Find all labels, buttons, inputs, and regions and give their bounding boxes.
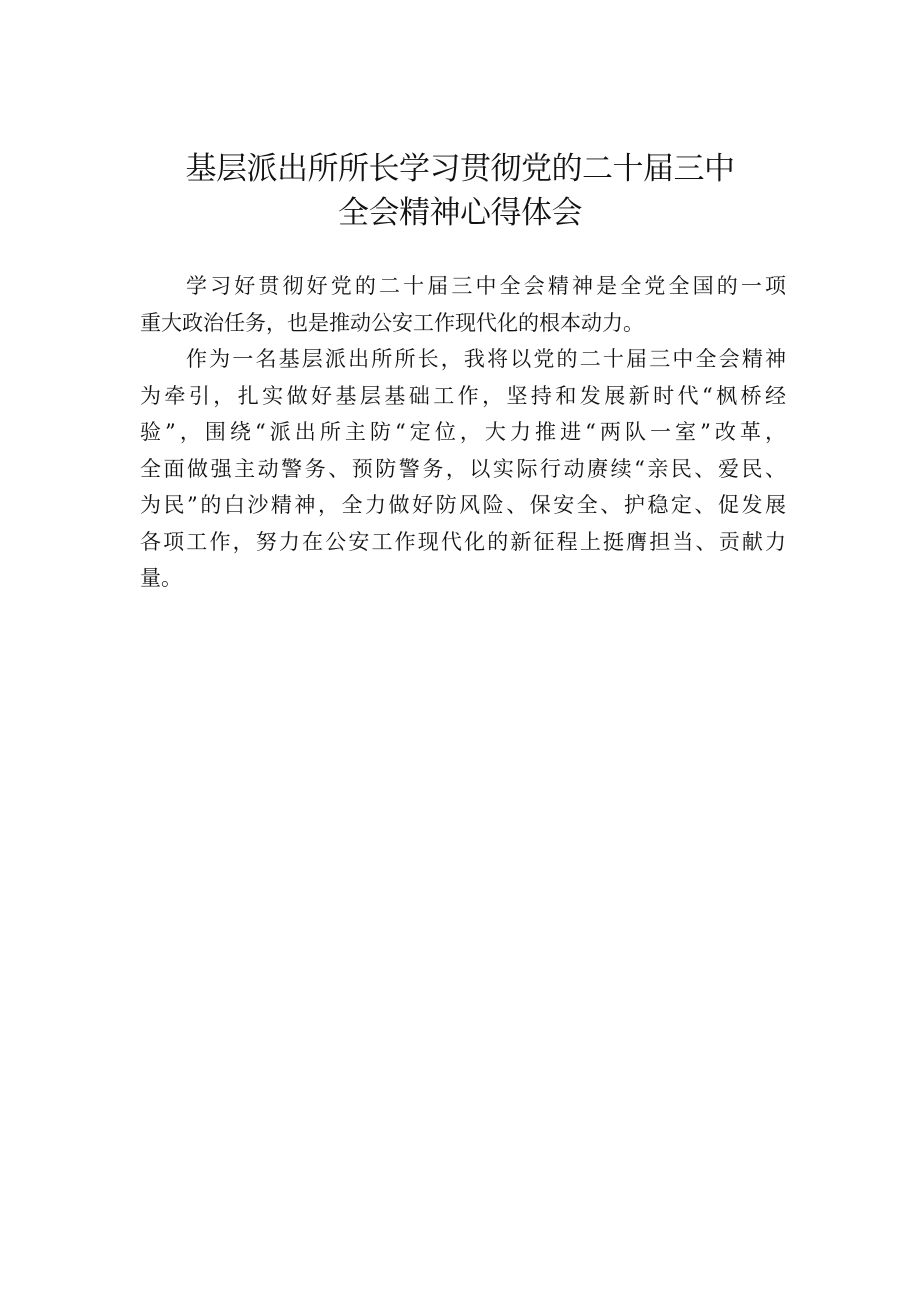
paragraph-line: 各项工作，努力在公安工作现代化的新征程上挺膺担当、贡献力 (140, 529, 786, 554)
paragraph-line: 为民”的白沙精神，全力做好防风险、保安全、护稳定、促发展 (140, 493, 786, 517)
paragraph-line: 量。 (140, 566, 182, 590)
title-line: 全会精神心得体会 (338, 195, 582, 231)
paragraph-1 (140, 268, 786, 341)
document-body (140, 268, 786, 597)
paragraph-line: 作为一名基层派出所所长，我将以党的二十届三中全会精神 (186, 347, 786, 371)
paragraph-line: 验”，围绕“派出所主防“定位，大力推进“两队一室”改革， (140, 420, 786, 444)
document-title (140, 147, 780, 235)
title-line: 基层派出所所长学习贯彻党的二十届三中 (185, 151, 735, 187)
paragraph-line: 为牵引，扎实做好基层基础工作，坚持和发展新时代“枫桥经 (140, 383, 786, 408)
paragraph-2 (140, 341, 786, 597)
paragraph-line: 全面做强主动警务、预防警务，以实际行动赓续“亲民、爱民、 (140, 456, 786, 481)
paragraph-line: 学习好贯彻好党的二十届三中全会精神是全党全国的一项 (186, 274, 786, 298)
paragraph-line: 重大政治任务，也是推动公安工作现代化的根本动力。 (140, 310, 644, 335)
